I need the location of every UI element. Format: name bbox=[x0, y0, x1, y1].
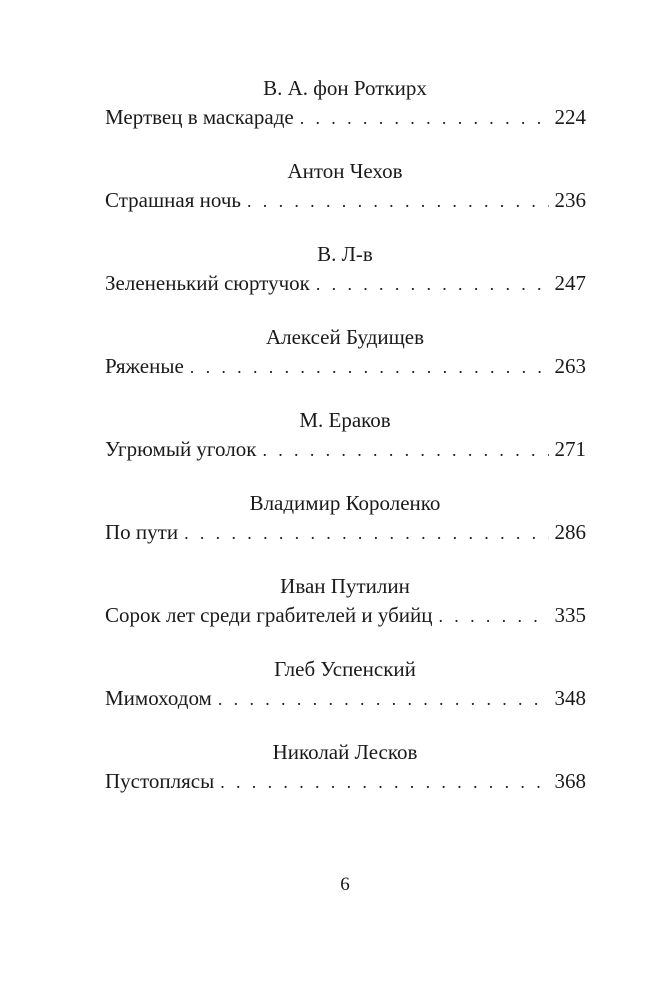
toc-line bbox=[105, 434, 586, 464]
toc-line bbox=[105, 351, 586, 381]
toc-page-number: 236 bbox=[554, 188, 586, 212]
toc-title: Страшная ночь bbox=[105, 188, 241, 212]
toc-page-number: 335 bbox=[554, 603, 586, 627]
page-number: 6 bbox=[340, 874, 350, 895]
toc-title: Зелененький сюртучок bbox=[105, 271, 310, 295]
toc-author: Владимир Короленко bbox=[249, 491, 441, 515]
toc-title: Ряженые bbox=[105, 354, 184, 378]
dot-leader bbox=[184, 518, 548, 548]
toc-entry bbox=[0, 323, 666, 406]
dot-leader bbox=[220, 767, 548, 797]
dot-leader bbox=[247, 186, 549, 216]
toc-title: Мимоходом bbox=[105, 686, 212, 710]
toc-title: Сорок лет среди грабителей и убийц bbox=[105, 603, 433, 627]
dot-leader bbox=[300, 103, 549, 133]
dot-leader bbox=[262, 435, 548, 465]
toc-line bbox=[105, 683, 586, 713]
toc-line bbox=[105, 517, 586, 547]
toc-author: Николай Лесков bbox=[272, 740, 418, 764]
toc-author: Антон Чехов bbox=[287, 159, 403, 183]
toc-author: В. Л-в bbox=[317, 242, 373, 266]
toc-title: Угрюмый уголок bbox=[105, 437, 257, 461]
toc-entry bbox=[0, 74, 666, 157]
toc-page-number: 368 bbox=[554, 769, 586, 793]
toc-entry bbox=[0, 157, 666, 240]
toc-author: М. Ераков bbox=[299, 408, 391, 432]
toc-page-number: 286 bbox=[554, 520, 586, 544]
toc-author: Глеб Успенский bbox=[274, 657, 416, 681]
toc-page-number: 348 bbox=[554, 686, 586, 710]
toc-page-number: 224 bbox=[554, 105, 586, 129]
toc-page-number: 271 bbox=[554, 437, 586, 461]
toc-author: Иван Путилин bbox=[280, 574, 410, 598]
toc-title: Мертвец в маскараде bbox=[105, 105, 294, 129]
toc-line bbox=[105, 185, 586, 215]
dot-leader bbox=[316, 269, 549, 299]
dot-leader bbox=[218, 684, 549, 714]
toc-line bbox=[105, 766, 586, 796]
toc-entry bbox=[0, 655, 666, 738]
dot-leader bbox=[190, 352, 549, 382]
toc-entry bbox=[0, 406, 666, 489]
toc-entry bbox=[0, 240, 666, 323]
toc-entry bbox=[0, 572, 666, 655]
toc-title: По пути bbox=[105, 520, 179, 544]
toc-page-number: 263 bbox=[554, 354, 586, 378]
toc-entry bbox=[0, 489, 666, 572]
dot-leader bbox=[438, 601, 548, 631]
toc-author: В. А. фон Роткирх bbox=[263, 76, 427, 100]
toc-title: Пустоплясы bbox=[105, 769, 215, 793]
toc-page-number: 247 bbox=[554, 271, 586, 295]
table-of-contents bbox=[0, 74, 666, 821]
toc-line bbox=[105, 600, 586, 630]
toc-author: Алексей Будищев bbox=[265, 325, 425, 349]
toc-entry bbox=[0, 738, 666, 821]
toc-line bbox=[105, 102, 586, 132]
toc-line bbox=[105, 268, 586, 298]
